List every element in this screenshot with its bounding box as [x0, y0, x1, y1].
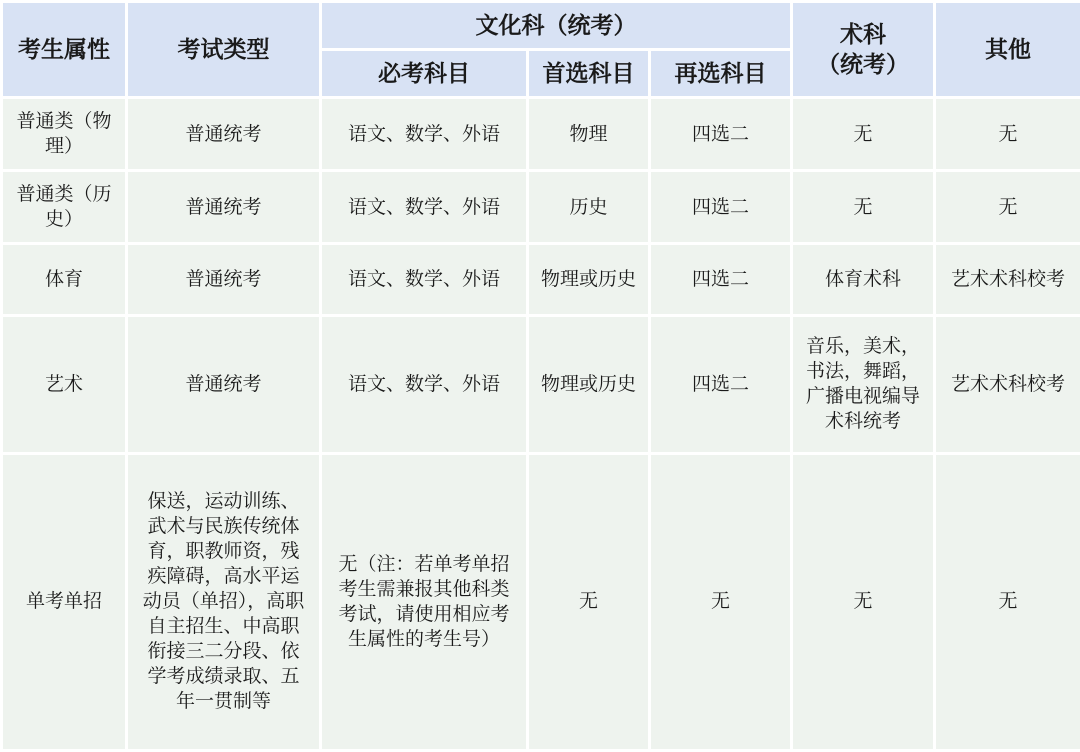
cell-attribute: 单考单招 — [2, 453, 127, 750]
cell-required: 语文、数学、外语 — [321, 98, 528, 171]
cell-other: 艺术术科校考 — [935, 315, 1080, 453]
cell-required: 语文、数学、外语 — [321, 171, 528, 244]
header-reselect: 再选科目 — [650, 50, 792, 98]
header-first-choice: 首选科目 — [528, 50, 650, 98]
cell-first-choice: 物理或历史 — [528, 244, 650, 315]
table-row — [2, 315, 1080, 453]
cell-exam-type: 普通统考 — [127, 244, 321, 315]
header-art-line2: （统考） — [817, 51, 910, 78]
cell-first-choice: 物理 — [528, 98, 650, 171]
cell-first-choice: 无 — [528, 453, 650, 750]
cell-other: 艺术术科校考 — [935, 244, 1080, 315]
cell-exam-type: 普通统考 — [127, 315, 321, 453]
cell-art: 音乐，美术，书法，舞蹈，广播电视编导术科统考 — [792, 315, 935, 453]
cell-first-choice: 物理或历史 — [528, 315, 650, 453]
cell-reselect: 四选二 — [650, 98, 792, 171]
cell-art: 无 — [792, 171, 935, 244]
cell-reselect: 四选二 — [650, 244, 792, 315]
header-art-line1: 术科 — [840, 21, 887, 48]
header-other: 其他 — [935, 2, 1080, 98]
cell-attribute: 普通类（历史） — [2, 171, 127, 244]
header-art-subject — [792, 2, 935, 98]
table-row — [2, 453, 1080, 750]
header-required: 必考科目 — [321, 50, 528, 98]
cell-reselect: 无 — [650, 453, 792, 750]
cell-reselect: 四选二 — [650, 171, 792, 244]
cell-required: 无（注：若单考单招考生需兼报其他科类考试，请使用相应考生属性的考生号） — [321, 453, 528, 750]
table-row — [2, 244, 1080, 315]
cell-other: 无 — [935, 98, 1080, 171]
cell-other: 无 — [935, 453, 1080, 750]
cell-first-choice: 历史 — [528, 171, 650, 244]
cell-required: 语文、数学、外语 — [321, 315, 528, 453]
cell-art: 体育术科 — [792, 244, 935, 315]
cell-required: 语文、数学、外语 — [321, 244, 528, 315]
header-attribute: 考生属性 — [2, 2, 127, 98]
cell-attribute: 体育 — [2, 244, 127, 315]
cell-attribute: 普通类（物理） — [2, 98, 127, 171]
header-exam-type: 考试类型 — [127, 2, 321, 98]
cell-art: 无 — [792, 98, 935, 171]
cell-exam-type: 保送，运动训练、武术与民族传统体育，职教师资，残疾障碍，高水平运动员（单招），高职自主招生、中高职衔接三二分段、依学考成绩录取、五年一贯制等 — [127, 453, 321, 750]
header-culture-group: 文化科（统考） — [321, 2, 792, 50]
table-row — [2, 98, 1080, 171]
cell-attribute: 艺术 — [2, 315, 127, 453]
cell-exam-type: 普通统考 — [127, 98, 321, 171]
cell-exam-type: 普通统考 — [127, 171, 321, 244]
cell-art: 无 — [792, 453, 935, 750]
cell-reselect: 四选二 — [650, 315, 792, 453]
cell-other: 无 — [935, 171, 1080, 244]
table-row — [2, 171, 1080, 244]
